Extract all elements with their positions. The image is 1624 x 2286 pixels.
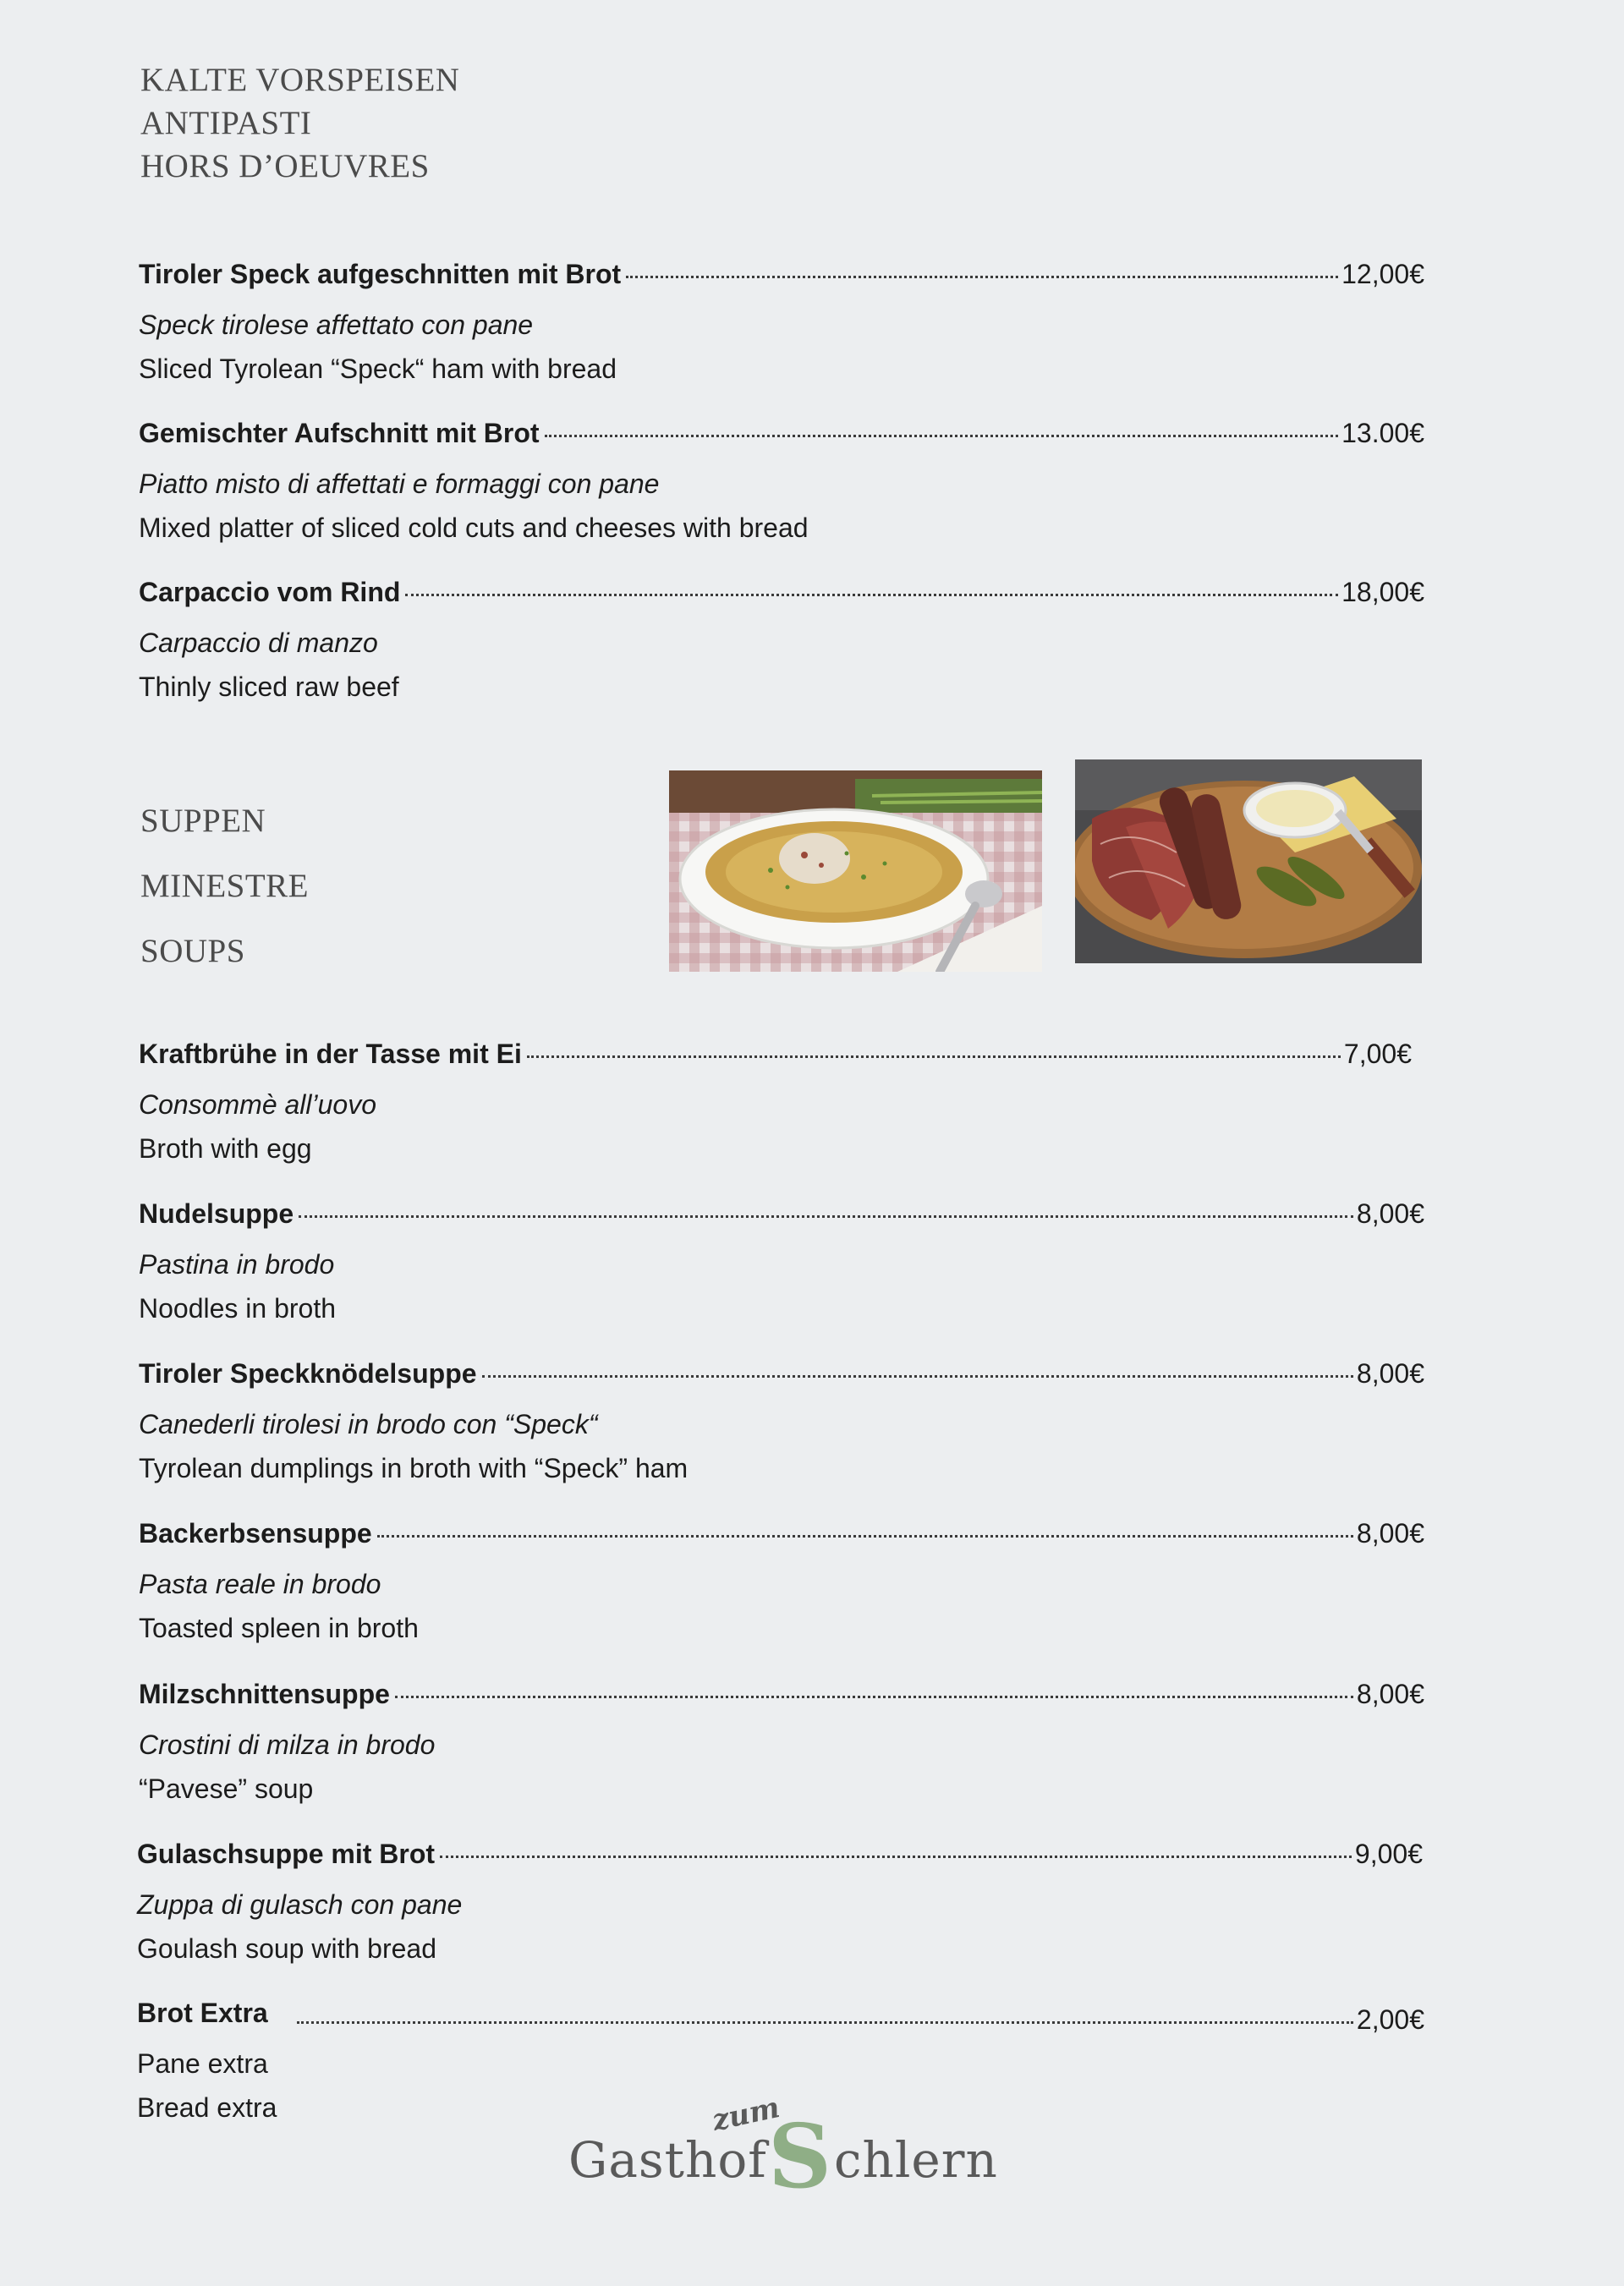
photo-speck-platter — [1075, 759, 1422, 963]
menu-item — [137, 1839, 1423, 1971]
item-english: Broth with egg — [139, 1133, 312, 1164]
logo-small: zum — [709, 2091, 783, 2138]
item-english: Mixed platter of sliced cold cuts and cheeses with bread — [139, 513, 809, 543]
item-price: 7,00€ — [1343, 1039, 1412, 1069]
item-italian: Consommè all’uovo — [139, 1089, 377, 1120]
item-name: Tiroler Speck aufgeschnitten mit Brot — [139, 259, 622, 289]
leader-dots — [482, 1375, 1353, 1378]
item-name: Milzschnittensuppe — [139, 1679, 390, 1709]
logo-rest: chlern — [834, 2131, 998, 2189]
menu-item — [139, 1198, 1424, 1330]
logo-initial: S — [768, 2104, 832, 2208]
leader-dots — [626, 276, 1338, 278]
heading-soups-de: SUPPEN — [140, 803, 266, 839]
menu-item — [139, 1679, 1424, 1811]
item-italian: Speck tirolese affettato con pane — [139, 310, 534, 340]
item-price: 12,00€ — [1341, 259, 1424, 289]
menu-item — [139, 577, 1424, 709]
item-italian: Crostini di milza in brodo — [139, 1730, 436, 1760]
menu-item — [139, 1358, 1424, 1490]
leader-dots — [297, 2021, 1353, 2024]
item-price: 8,00€ — [1356, 1198, 1424, 1229]
item-english: Toasted spleen in broth — [139, 1613, 419, 1643]
leader-dots — [440, 1856, 1352, 1858]
heading-cold-de: KALTE VORSPEISEN — [140, 62, 460, 98]
item-price: 8,00€ — [1356, 1679, 1424, 1709]
item-italian: Pastina in brodo — [139, 1249, 335, 1280]
item-italian: Pane extra — [137, 2048, 268, 2079]
menu-item — [139, 1518, 1424, 1650]
item-english: “Pavese” soup — [139, 1773, 314, 1804]
item-english: Thinly sliced raw beef — [139, 672, 399, 702]
heading-soups-en: SOUPS — [140, 933, 245, 969]
leader-dots — [395, 1696, 1353, 1698]
item-italian: Canederli tirolesi in brodo con “Speck“ — [139, 1409, 598, 1439]
item-price: 9,00€ — [1354, 1839, 1423, 1869]
leader-dots — [299, 1215, 1353, 1218]
item-name: Gemischter Aufschnitt mit Brot — [139, 418, 540, 448]
gasthof-logo — [567, 2089, 998, 2208]
item-name: Carpaccio vom Rind — [139, 577, 401, 607]
menu-item — [139, 259, 1424, 391]
item-english: Noodles in broth — [139, 1293, 337, 1324]
heading-cold-it: ANTIPASTI — [140, 105, 312, 141]
logo-prefix: Gasthof — [568, 2131, 767, 2189]
leader-dots — [377, 1535, 1353, 1538]
item-price: 18,00€ — [1341, 577, 1424, 607]
item-price: 8,00€ — [1356, 1358, 1424, 1389]
menu-item — [139, 418, 1424, 550]
item-english: Bread extra — [137, 2092, 277, 2123]
heading-cold-fr: HORS D’OEUVRES — [140, 148, 430, 184]
item-english: Sliced Tyrolean “Speck“ ham with bread — [139, 354, 617, 384]
item-name: Nudelsuppe — [139, 1198, 294, 1229]
item-italian: Pasta reale in brodo — [139, 1569, 381, 1599]
item-price: 13.00€ — [1341, 418, 1424, 448]
item-name: Backerbsensuppe — [139, 1518, 372, 1549]
item-italian: Carpaccio di manzo — [139, 628, 378, 658]
item-price: 2,00€ — [1356, 2004, 1424, 2035]
leader-dots — [545, 435, 1339, 437]
leader-dots — [527, 1055, 1341, 1058]
item-price: 8,00€ — [1356, 1518, 1424, 1549]
photo-dumpling-soup — [669, 770, 1042, 972]
item-name: Kraftbrühe in der Tasse mit Ei — [139, 1039, 522, 1069]
item-name: Gulaschsuppe mit Brot — [137, 1839, 436, 1869]
item-english: Goulash soup with bread — [137, 1933, 436, 1964]
item-english: Tyrolean dumplings in broth with “Speck” ham — [139, 1453, 689, 1483]
item-name: Brot Extra — [137, 1998, 268, 2028]
item-name: Tiroler Speckknödelsuppe — [139, 1358, 477, 1389]
menu-item — [139, 1039, 1412, 1170]
item-italian: Zuppa di gulasch con pane — [137, 1889, 463, 1920]
heading-soups-it: MINESTRE — [140, 868, 309, 904]
item-italian: Piatto misto di affettati e formaggi con pane — [139, 469, 660, 499]
leader-dots — [405, 594, 1338, 596]
